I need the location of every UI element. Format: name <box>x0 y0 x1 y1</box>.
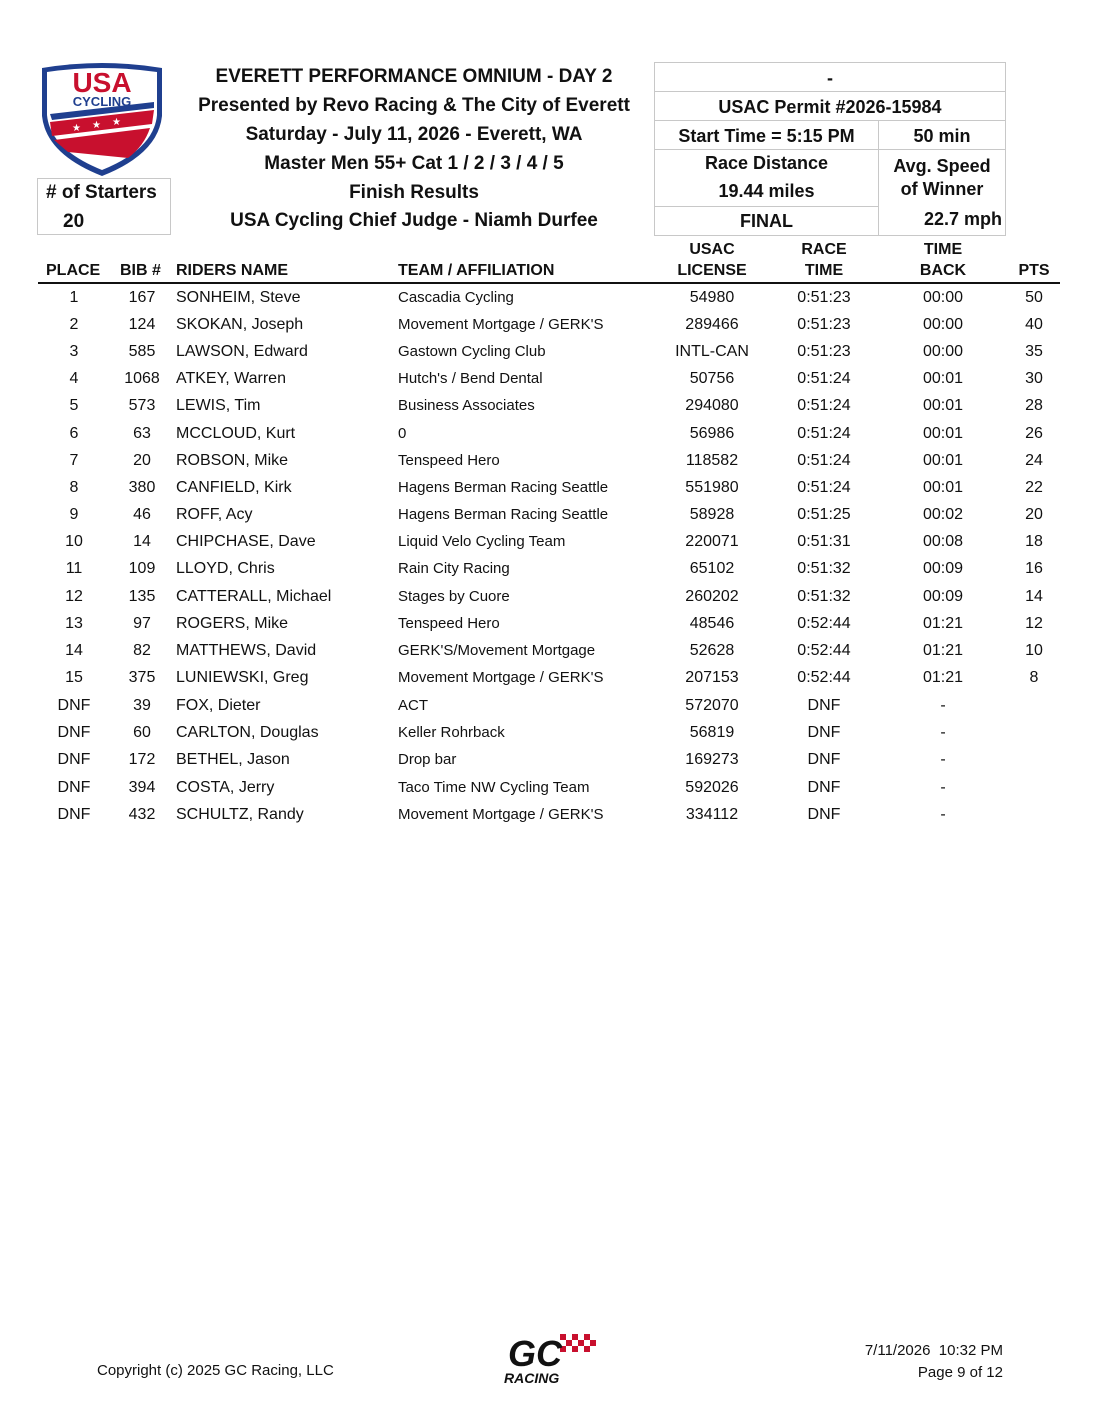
table-row <box>0 420 1098 447</box>
time-back: 00:01 <box>922 479 964 496</box>
svg-text:★: ★ <box>72 123 81 134</box>
table-row <box>0 447 1098 474</box>
table-row <box>0 774 1098 801</box>
rider-name: MCCLOUD, Kurt <box>176 425 296 442</box>
table-row <box>0 719 1098 746</box>
rider-name: ATKEY, Warren <box>176 370 286 387</box>
bib: 1068 <box>124 370 160 387</box>
place: 11 <box>65 560 83 577</box>
col-bib: BIB # <box>120 262 161 279</box>
rider-name: CATTERALL, Michael <box>176 588 332 605</box>
time-back: - <box>940 806 946 823</box>
race-time: 0:51:23 <box>797 343 851 360</box>
time-back: 00:01 <box>922 452 964 469</box>
race-time: 0:51:24 <box>797 452 851 469</box>
rider-name: SCHULTZ, Randy <box>176 806 304 823</box>
starters-count: 20 <box>63 211 85 232</box>
table-row <box>0 664 1098 691</box>
usa-cycling-logo <box>38 62 166 178</box>
table-row <box>0 637 1098 664</box>
bib: 375 <box>128 669 156 686</box>
license: 260202 <box>685 588 739 605</box>
place: 9 <box>69 506 79 523</box>
table-row <box>0 555 1098 582</box>
team: Cascadia Cycling <box>398 289 514 306</box>
time-back: 00:02 <box>922 506 964 523</box>
race-time: 0:51:23 <box>797 316 851 333</box>
license: 169273 <box>685 751 739 768</box>
license: 551980 <box>685 479 739 496</box>
license: 52628 <box>689 642 735 659</box>
rider-name: SONHEIM, Steve <box>176 289 301 306</box>
rider-name: ROBSON, Mike <box>176 452 289 469</box>
report-datetime: 7/11/2026 10:32 PM <box>864 1342 1003 1359</box>
place: DNF <box>57 806 91 823</box>
bib: 167 <box>128 289 156 306</box>
place: 8 <box>69 479 79 496</box>
table-row <box>0 311 1098 338</box>
bib: 172 <box>128 751 156 768</box>
duration-cell: 50 min <box>878 120 1006 150</box>
license: 207153 <box>685 669 739 686</box>
table-row <box>0 365 1098 392</box>
points: 30 <box>1025 370 1043 387</box>
team: Movement Mortgage / GERK'S <box>398 316 604 333</box>
bib: 97 <box>133 615 151 632</box>
bib: 135 <box>128 588 156 605</box>
col-pts: PTS <box>1018 262 1050 279</box>
place: 3 <box>69 343 79 360</box>
team: Liquid Velo Cycling Team <box>398 533 566 550</box>
race-time: 0:51:25 <box>797 506 851 523</box>
bib: 82 <box>133 642 151 659</box>
chief-judge: USA Cycling Chief Judge - Niamh Durfee <box>230 210 598 231</box>
team: Drop bar <box>398 751 457 768</box>
team: Hagens Berman Racing Seattle <box>398 506 609 523</box>
page-number: Page 9 of 12 <box>917 1364 1003 1381</box>
time-back: 01:21 <box>922 669 964 686</box>
points: 8 <box>1029 669 1039 686</box>
table-row <box>0 528 1098 555</box>
gc-logo-text: GC <box>508 1333 562 1374</box>
time-back: - <box>940 697 946 714</box>
logo-text-cycling: CYCLING <box>72 94 132 109</box>
bib: 60 <box>133 724 151 741</box>
bib: 124 <box>128 316 156 333</box>
col-race-time-line2: TIME <box>804 262 844 279</box>
avg-speed-value: 22.7 mph <box>923 209 1002 229</box>
results-heading: Finish Results <box>349 182 479 203</box>
license: 56986 <box>689 425 735 442</box>
license: 572070 <box>685 697 739 714</box>
place: 15 <box>65 669 83 686</box>
race-time: 0:52:44 <box>797 642 851 659</box>
license: 294080 <box>685 397 739 414</box>
race-time: 0:52:44 <box>797 669 851 686</box>
table-row <box>0 746 1098 773</box>
permit-cell: USAC Permit #2026-15984 <box>654 91 1006 121</box>
team: Rain City Racing <box>398 560 510 577</box>
bib: 573 <box>128 397 156 414</box>
table-row <box>0 692 1098 719</box>
col-license-line1: USAC <box>689 241 735 258</box>
place: 4 <box>69 370 79 387</box>
bib: 585 <box>128 343 156 360</box>
place: 1 <box>69 289 79 306</box>
time-back: 00:01 <box>922 425 964 442</box>
place: 2 <box>69 316 79 333</box>
time-back: 01:21 <box>922 642 964 659</box>
time-back: - <box>940 779 946 796</box>
time-back: 00:09 <box>922 560 964 577</box>
event-presenter: Presented by Revo Racing & The City of Everett <box>198 95 630 116</box>
team: Tenspeed Hero <box>398 615 500 632</box>
rider-name: CARLTON, Douglas <box>176 724 319 741</box>
bib: 20 <box>133 452 151 469</box>
distance-value: 19.44 miles <box>718 181 815 201</box>
place: 5 <box>69 397 79 414</box>
points: 22 <box>1025 479 1043 496</box>
status-cell: FINAL <box>654 206 879 236</box>
gc-logo-subtext: RACING <box>504 1370 560 1386</box>
place: 6 <box>69 425 79 442</box>
points: 35 <box>1025 343 1043 360</box>
points: 40 <box>1025 316 1043 333</box>
time-back: - <box>940 751 946 768</box>
points: 14 <box>1025 588 1043 605</box>
col-license-line2: LICENSE <box>677 262 747 279</box>
points: 10 <box>1025 642 1043 659</box>
time-back: 00:00 <box>922 343 964 360</box>
points: 28 <box>1025 397 1043 414</box>
race-time: DNF <box>807 751 841 768</box>
team: ACT <box>398 697 428 714</box>
license: 334112 <box>685 806 739 823</box>
time-back: 00:00 <box>922 289 964 306</box>
avg-speed-cell <box>878 149 1006 236</box>
col-time-back-line2: BACK <box>919 262 967 279</box>
event-date-location: Saturday - July 11, 2026 - Everett, WA <box>245 124 583 145</box>
gc-racing-logo <box>500 1330 600 1386</box>
license: 592026 <box>685 779 739 796</box>
points: 24 <box>1025 452 1043 469</box>
points: 12 <box>1025 615 1043 632</box>
place: 13 <box>65 615 83 632</box>
bib: 14 <box>133 533 151 550</box>
team: Business Associates <box>398 397 535 414</box>
event-category: Master Men 55+ Cat 1 / 2 / 3 / 4 / 5 <box>264 153 564 174</box>
race-time: 0:51:23 <box>797 289 851 306</box>
table-row <box>0 583 1098 610</box>
team: Taco Time NW Cycling Team <box>398 779 590 796</box>
place: 14 <box>65 642 83 659</box>
license: 65102 <box>689 560 735 577</box>
table-row <box>0 501 1098 528</box>
svg-text:★: ★ <box>112 117 121 128</box>
race-time: DNF <box>807 779 841 796</box>
bib: 39 <box>133 697 151 714</box>
time-back: 00:01 <box>922 397 964 414</box>
license: 48546 <box>689 615 735 632</box>
rider-name: SKOKAN, Joseph <box>176 316 304 333</box>
start-time-cell: Start Time = 5:15 PM <box>654 120 879 150</box>
license: 56819 <box>689 724 735 741</box>
table-row <box>0 284 1098 311</box>
license: INTL-CAN <box>675 343 749 360</box>
table-row <box>0 338 1098 365</box>
place: 7 <box>69 452 79 469</box>
rider-name: COSTA, Jerry <box>176 779 275 796</box>
bib: 63 <box>133 425 151 442</box>
team: GERK'S/Movement Mortgage <box>398 642 596 659</box>
license: 289466 <box>685 316 739 333</box>
bib: 432 <box>128 806 156 823</box>
points: 50 <box>1025 289 1043 306</box>
team: Keller Rohrback <box>398 724 505 741</box>
bib: 394 <box>128 779 156 796</box>
place: DNF <box>57 779 91 796</box>
team: Tenspeed Hero <box>398 452 500 469</box>
race-time: 0:51:24 <box>797 479 851 496</box>
place: 12 <box>65 588 83 605</box>
license: 58928 <box>689 506 735 523</box>
rider-name: ROFF, Acy <box>176 506 253 523</box>
table-row <box>0 801 1098 828</box>
team: Gastown Cycling Club <box>398 343 546 360</box>
rider-name: MATTHEWS, David <box>176 642 317 659</box>
time-back: 00:01 <box>922 370 964 387</box>
place: DNF <box>57 751 91 768</box>
col-team: TEAM / AFFILIATION <box>398 262 555 279</box>
copyright-text: Copyright (c) 2025 GC Racing, LLC <box>97 1362 334 1379</box>
team: Hutch's / Bend Dental <box>398 370 543 387</box>
table-row <box>0 392 1098 419</box>
info-top-cell: - <box>654 62 1006 92</box>
license: 50756 <box>689 370 735 387</box>
license: 220071 <box>685 533 739 550</box>
starters-box <box>37 178 171 235</box>
svg-text:★: ★ <box>92 120 101 131</box>
logo-text-usa: USA <box>72 67 132 98</box>
time-back: 00:09 <box>922 588 964 605</box>
team: Stages by Cuore <box>398 588 510 605</box>
points: 20 <box>1025 506 1043 523</box>
rider-name: LLOYD, Chris <box>176 560 275 577</box>
race-time: DNF <box>807 697 841 714</box>
place: DNF <box>57 697 91 714</box>
bib: 109 <box>128 560 156 577</box>
license: 118582 <box>685 452 739 469</box>
rider-name: LUNIEWSKI, Greg <box>176 669 309 686</box>
race-time: DNF <box>807 724 841 741</box>
rider-name: ROGERS, Mike <box>176 615 289 632</box>
avg-speed-label-1: Avg. Speed <box>893 156 991 176</box>
rider-name: LEWIS, Tim <box>176 397 261 414</box>
team: Movement Mortgage / GERK'S <box>398 806 604 823</box>
race-time: 0:51:24 <box>797 425 851 442</box>
place: DNF <box>57 724 91 741</box>
table-row <box>0 474 1098 501</box>
bib: 46 <box>133 506 151 523</box>
starters-label: # of Starters <box>46 182 157 203</box>
avg-speed-label-2: of Winner <box>900 179 984 199</box>
time-back: - <box>940 724 946 741</box>
team: Movement Mortgage / GERK'S <box>398 669 604 686</box>
table-row <box>0 610 1098 637</box>
time-back: 00:00 <box>922 316 964 333</box>
team: Hagens Berman Racing Seattle <box>398 479 609 496</box>
place: 10 <box>65 533 83 550</box>
team: 0 <box>398 425 407 442</box>
distance-cell <box>654 149 879 207</box>
rider-name: BETHEL, Jason <box>176 751 290 768</box>
rider-name: CHIPCHASE, Dave <box>176 533 316 550</box>
race-info-box <box>654 62 1006 236</box>
race-time: 0:51:32 <box>797 560 851 577</box>
race-time: 0:51:31 <box>797 533 851 550</box>
race-time: 0:52:44 <box>797 615 851 632</box>
points: 18 <box>1025 533 1043 550</box>
col-race-time-line1: RACE <box>801 241 847 258</box>
points: 16 <box>1025 560 1043 577</box>
license: 54980 <box>689 289 735 306</box>
race-time: 0:51:32 <box>797 588 851 605</box>
race-time: 0:51:24 <box>797 370 851 387</box>
col-time-back-line1: TIME <box>923 241 963 258</box>
distance-label: Race Distance <box>704 153 829 173</box>
col-name: RIDERS NAME <box>176 262 289 279</box>
rider-name: LAWSON, Edward <box>176 343 308 360</box>
race-time: DNF <box>807 806 841 823</box>
bib: 380 <box>128 479 156 496</box>
rider-name: FOX, Dieter <box>176 697 261 714</box>
rider-name: CANFIELD, Kirk <box>176 479 292 496</box>
event-title: EVERETT PERFORMANCE OMNIUM - DAY 2 <box>215 66 613 87</box>
time-back: 00:08 <box>922 533 964 550</box>
race-time: 0:51:24 <box>797 397 851 414</box>
points: 26 <box>1025 425 1043 442</box>
col-place: PLACE <box>46 262 101 279</box>
time-back: 01:21 <box>922 615 964 632</box>
